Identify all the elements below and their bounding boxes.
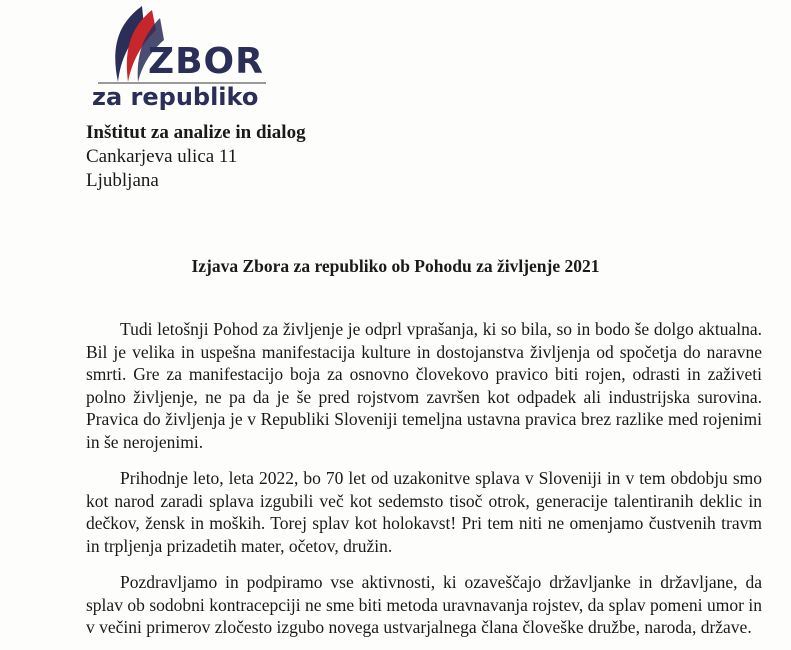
document-title: Izjava Zbora za republiko ob Pohodu za življenje 2021	[191, 256, 600, 276]
paragraph: Prihodnje leto, leta 2022, bo 70 let od uzakonitve splava v Sloveniji in v tem obdobju smo kot narod zaradi splava izgubili več kot sedemsto tisoč otrok, generacije talentiranih deklic in dečkov, žensk in moških. Torej splav kot holokavst! Pri tem niti ne omenjamo čustvenih travm in trpljenja prizadetih mater, očetov, družin.	[86, 468, 762, 556]
sender-address	[86, 121, 306, 193]
paragraph: Pozdravljamo in podpiramo vse aktivnosti, ki ozaveščajo državljanke in državljane, da splav ob sodobni kontracepciji ne sme biti metoda uravnavanja rojstev, da splav pomeni umor in v večini primerov zločesto izgubo novega ustvarjalnega člana človeške družbe, naroda, države.	[86, 572, 762, 637]
street-address: Cankarjeva ulica 11	[86, 146, 238, 167]
city: Ljubljana	[86, 170, 159, 191]
organization-name: Inštitut za analize in dialog	[86, 122, 306, 143]
logo-subtitle: za republiko	[92, 83, 259, 111]
logo-wordmark: ZBOR	[148, 41, 264, 82]
document-body	[86, 318, 762, 639]
zbor-logo	[90, 4, 270, 112]
paragraph: Tudi letošnji Pohod za življenje je odprl vprašanja, ki so bila, so in bodo še dolgo aktualna. Bil je velika in uspešna manifestacija kulture in dostojanstva življenja od spočetja do naravne smrti. Gre za manifestacijo boja za osnovno človekovo pravico biti rojen, odrasti in zaživeti polno življenje, ne pa da je še pred rojstvom završen kot odpadek ali industrijska surovina. Pravica do življenja je v Republiki Sloveniji temeljna ustavna pravica brez razlike med rojenimi in še nerojenimi.	[86, 319, 762, 452]
